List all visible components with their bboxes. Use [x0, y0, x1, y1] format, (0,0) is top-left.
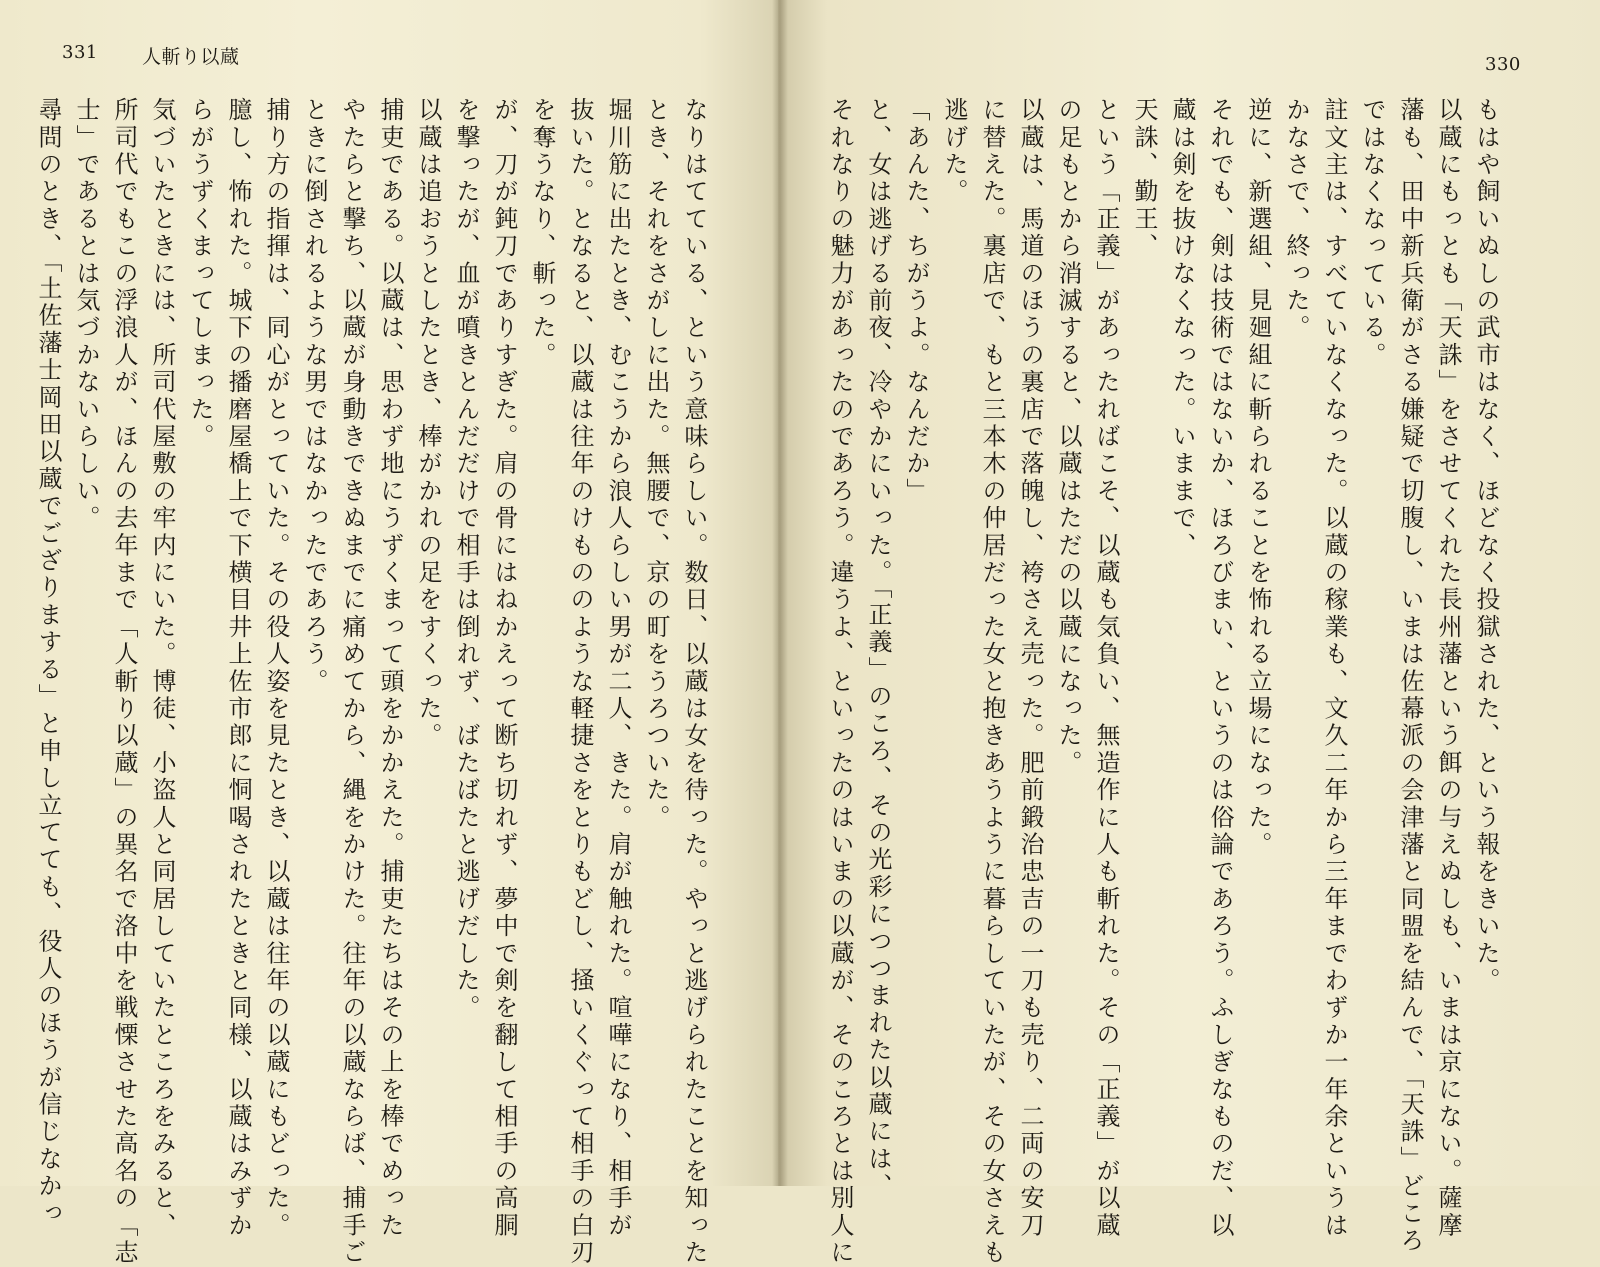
text-line: 捕り方の指揮は、同心がとっていた。その役人姿を見たとき、以蔵は往年の以蔵にもどった。 [262, 97, 290, 1240]
page-number-331: 331 [62, 42, 98, 63]
text-line: やたらと撃ち、以蔵が身動きできぬまでに痛めてから、縄をかけた。往年の以蔵ならば、捕手ご [338, 97, 366, 1267]
text-line: 以蔵にもっとも「天誅」をさせてくれた長州藩という餌の与えぬしも、いまは京にない。薩摩 [1434, 97, 1462, 1240]
text-line: 気づいたときには、所司代屋敷の牢内にいた。博徒、小盗人と同居していたところをみると、 [148, 97, 176, 1240]
page-number-330: 330 [1485, 54, 1521, 75]
running-title: 人斬り以蔵 [142, 46, 240, 68]
text-line: 士」であるとは気づかないらしい。 [72, 97, 100, 533]
text-line: 捕吏である。以蔵は、思わず地にうずくまって頭をかかえた。捕吏たちはその上を棒でめった [376, 97, 404, 1240]
text-line: ときに倒されるような男ではなかったであろう。 [300, 97, 328, 696]
text-line: なりはてている、という意味らしい。数日、以蔵は女を待った。やっと逃げられたことを知った [680, 97, 708, 1267]
right-page [778, 0, 1600, 1267]
text-line: 註文主は、すべていなくなった。以蔵の稼業も、文久二年から三年までわずか一年余というは [1320, 97, 1348, 1240]
text-line: と、女は逃げる前夜、冷やかにいった。「正義」のころ、その光彩につつまれた以蔵には、 [864, 97, 892, 1201]
text-line: 逃げた。 [940, 97, 968, 206]
text-line: を奪うなり、斬った。 [528, 97, 556, 369]
text-line: という「正義」があったればこそ、以蔵も気負い、無造作に人も斬れた。その「正義」が以蔵 [1092, 97, 1120, 1240]
text-line: かなさで、終った。 [1282, 97, 1310, 342]
text-line: を撃ったが、血が噴きとんだだけで相手は倒れず、ばたばたと逃げだした。 [452, 97, 480, 1022]
text-line: もはや飼いぬしの武市はなく、ほどなく投獄された、という報をきいた。 [1472, 97, 1500, 995]
text-line: らがうずくまってしまった。 [186, 97, 214, 451]
text-line: 臆し、怖れた。城下の播磨屋橋上で下横目井上佐市郎に恫喝されたときと同様、以蔵はみずか [224, 97, 252, 1240]
text-line: が、刀が鈍刀でありすぎた。肩の骨にはねかえって断ち切れず、夢中で剣を翻して相手の高胴 [490, 97, 518, 1240]
text-line: 藩も、田中新兵衛がさる嫌疑で切腹し、いまは佐幕派の会津藩と同盟を結んで、「天誅」どころ [1396, 97, 1424, 1255]
text-line: 天誅、勤王、 [1130, 97, 1158, 261]
text-line: 以蔵は追おうとしたとき、棒がかれの足をすくった。 [414, 97, 442, 750]
text-line: ではなくなっている。 [1358, 97, 1386, 369]
text-line: それなりの魅力があったのであろう。違うよ、といったのはいまの以蔵が、そのころとは別人に [826, 97, 854, 1267]
text-line: とき、それをさがしに出た。無腰で、京の町をうろついた。 [642, 97, 670, 832]
text-line: 尋問のとき、「土佐藩士岡田以蔵でござりまする」と申し立てても、役人のほうが信じなかっ [34, 97, 62, 1228]
text-line: それでも、剣は技術ではないか、ほろびまい、というのは俗論であろう。ふしぎなものだ、以 [1206, 97, 1234, 1240]
text-line: 「あんた、ちがうよ。なんだか」 [902, 97, 930, 505]
text-line: 堀川筋に出たとき、むこうから浪人らしい男が二人、きた。肩が触れた。喧嘩になり、相手が [604, 97, 632, 1240]
text-line: 蔵は剣を抜けなくなった。いままで、 [1168, 97, 1196, 560]
text-line: 以蔵は、馬道のほうの裏店で落魄し、袴さえ売った。肥前鍛治忠吉の一刀も売り、二両の安刀 [1016, 97, 1044, 1240]
text-line: 逆に、新選組、見廻組に斬られることを怖れる立場になった。 [1244, 97, 1272, 859]
text-line: に替えた。裏店で、もと三本木の仲居だった女と抱きあうように暮らしていたが、その女さえも [978, 97, 1006, 1267]
text-line: 所司代でもこの浮浪人が、ほんの去年まで「人斬り以蔵」の異名で洛中を戦慄させた高名の「志 [110, 97, 138, 1267]
book-gutter [772, 0, 788, 1186]
text-line: の足もとから消滅すると、以蔵はただの以蔵になった。 [1054, 97, 1082, 777]
left-page [0, 0, 778, 1267]
text-line: 抜いた。となると、以蔵は往年のけもののような軽捷さをとりもどし、掻いくぐって相手の白刃 [566, 97, 594, 1267]
